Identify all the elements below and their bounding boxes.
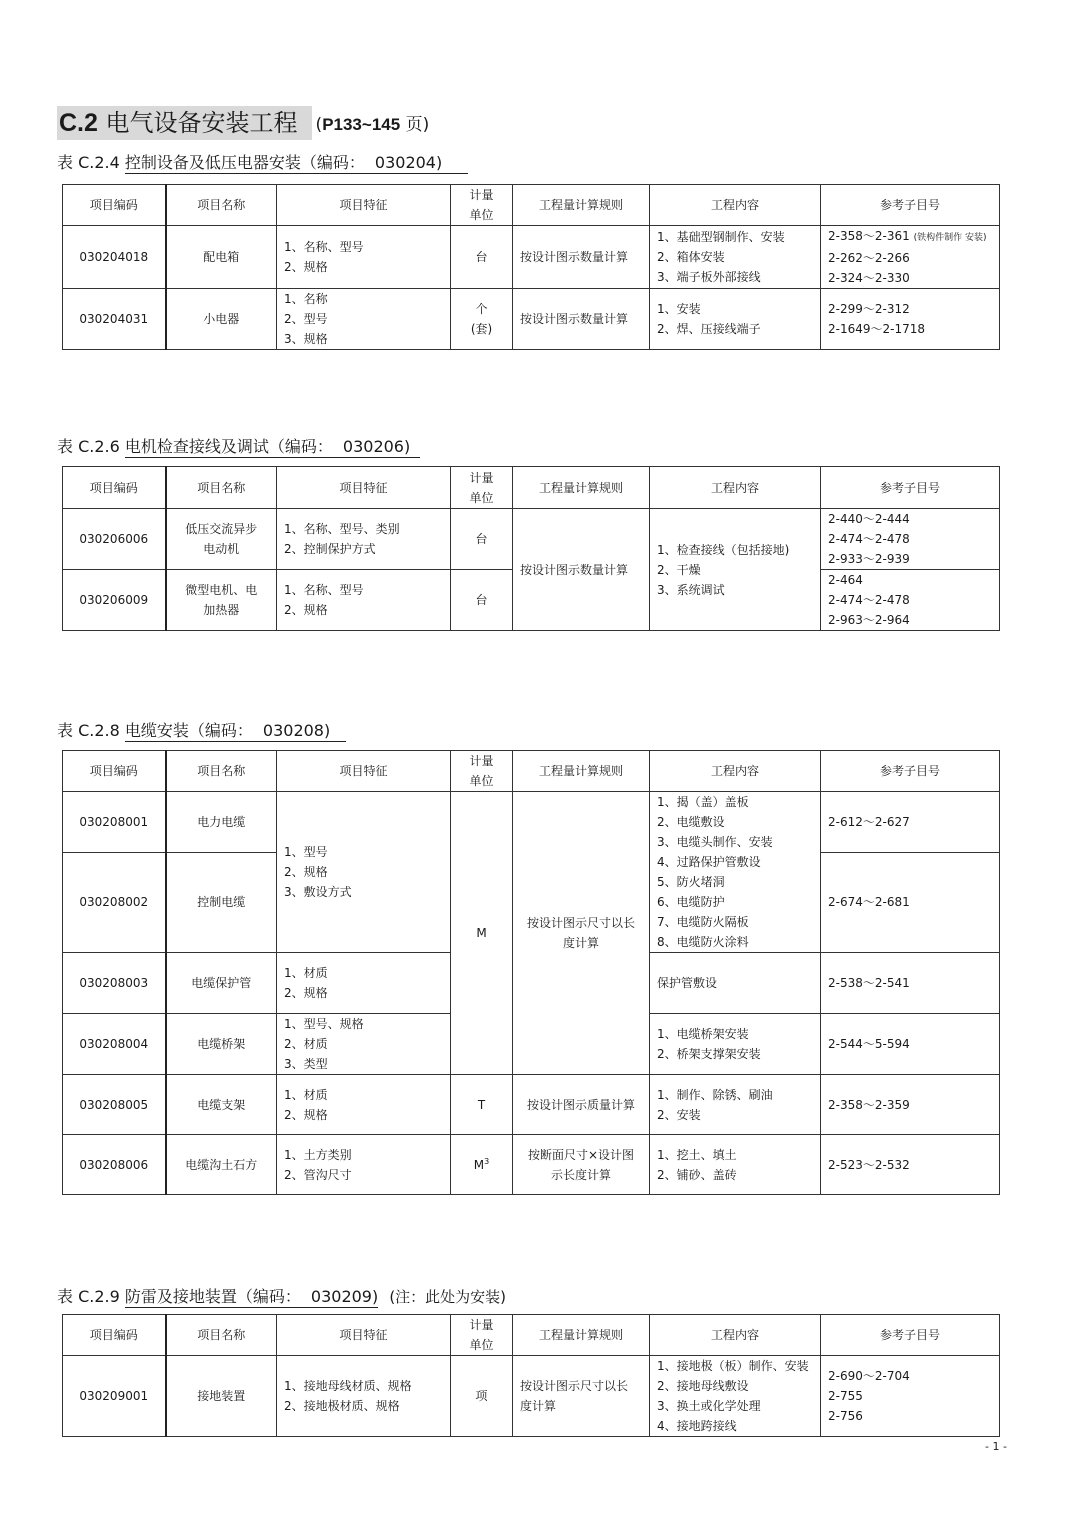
header-ref: 参考子目号	[821, 467, 1000, 509]
content-line: 4、接地跨接线	[657, 1419, 737, 1433]
cell-code: 030208002	[63, 852, 166, 952]
table-c29	[62, 1314, 1000, 1437]
ref-line: 2-933～2-939	[828, 552, 910, 566]
header-rule: 工程量计算规则	[513, 185, 650, 226]
caption-code: 030208)	[262, 721, 331, 740]
header-content: 工程内容	[650, 467, 821, 509]
cell-code: 030208003	[63, 953, 166, 1014]
feature-line: 2、型号	[284, 312, 328, 326]
feature-line: 1、接地母线材质、规格	[284, 1379, 412, 1393]
ref-line: 2-756	[828, 1409, 863, 1423]
content-line: 2、干燥	[657, 562, 701, 577]
cell-ref	[821, 1356, 1000, 1437]
feature-line: 3、敷设方式	[284, 885, 352, 899]
content-line: 3、换土或化学处理	[657, 1399, 761, 1413]
header-unit-line1: 计量	[469, 1318, 494, 1332]
caption-c24	[57, 150, 468, 173]
header-unit-line2: 单位	[469, 490, 494, 505]
feature-line: 1、名称	[284, 292, 328, 306]
feature-line: 1、材质	[284, 966, 328, 980]
feature-line: 2、规格	[284, 865, 328, 879]
header-content: 工程内容	[650, 1315, 821, 1356]
table-row	[63, 1356, 1000, 1437]
pages-prefix: (	[315, 115, 323, 135]
header-unit-line2: 单位	[469, 208, 494, 222]
unit-superscript: 3	[484, 1156, 490, 1166]
unit-base: M	[473, 1157, 485, 1172]
cell-features	[277, 1356, 451, 1437]
table-header-row	[63, 751, 1000, 792]
cell-rule: 按设计图示数量计算	[513, 226, 650, 289]
header-unit-line2: 单位	[469, 1338, 494, 1352]
header-ref: 参考子目号	[821, 1315, 1000, 1356]
unit-line: (套)	[470, 322, 493, 336]
header-code: 项目编码	[63, 1315, 166, 1356]
table-row	[63, 1075, 1000, 1135]
ref-line: 2-262～2-266	[828, 251, 910, 265]
caption-name: 控制设备及低压电器安装（编码：	[124, 153, 365, 172]
cell-rule: 按设计图示数量计算	[513, 509, 650, 631]
table-row	[63, 1135, 1000, 1195]
caption-c26	[57, 434, 420, 457]
cell-features	[277, 289, 451, 350]
title-pages	[316, 110, 430, 140]
cell-features	[277, 953, 451, 1014]
cell-name: 电缆沟土石方	[166, 1135, 277, 1195]
feature-line: 1、名称、型号、类别	[284, 522, 400, 536]
caption-prefix: 表 C.2.8	[57, 721, 120, 740]
name-line: 低压交流异步	[185, 522, 258, 536]
table-row	[63, 509, 1000, 570]
cell-features	[277, 792, 451, 953]
feature-line: 1、土方类别	[284, 1147, 352, 1162]
caption-code: 030209)	[310, 1287, 379, 1306]
content-line: 3、电缆头制作、安装	[657, 835, 773, 849]
header-name: 项目名称	[166, 1315, 277, 1356]
caption-prefix: 表 C.2.6	[57, 437, 120, 456]
cell-code: 030206006	[63, 509, 166, 570]
feature-line: 3、类型	[284, 1057, 328, 1071]
cell-name: 电力电缆	[166, 792, 277, 853]
feature-line: 2、规格	[284, 260, 328, 274]
header-features: 项目特征	[277, 467, 451, 509]
cell-name	[166, 570, 277, 631]
cell-ref: 2-538～2-541	[821, 953, 1000, 1014]
cell-features	[277, 509, 451, 570]
caption-name: 电缆安装（编码：	[124, 721, 253, 740]
cell-code: 030204031	[63, 289, 166, 350]
ref-line: 2-440～2-444	[828, 512, 910, 526]
feature-line: 2、规格	[284, 986, 328, 1000]
ref-line: 2-474～2-478	[828, 532, 910, 546]
header-name: 项目名称	[166, 467, 277, 509]
feature-line: 1、型号	[284, 845, 328, 859]
header-features: 项目特征	[277, 185, 451, 226]
cell-unit	[451, 1135, 513, 1195]
cell-features	[277, 1135, 451, 1195]
rule-line: 按设计图示尺寸以长	[520, 1379, 629, 1393]
header-name: 项目名称	[166, 185, 277, 226]
content-line: 2、铺砂、盖砖	[657, 1167, 737, 1182]
pages-suffix: 页)	[405, 115, 430, 135]
cell-content	[650, 289, 821, 350]
header-features: 项目特征	[277, 1315, 451, 1356]
content-line: 2、箱体安装	[657, 250, 725, 264]
page-title	[57, 106, 429, 140]
page-number: - 1 -	[985, 1440, 1007, 1453]
table-row	[63, 226, 1000, 289]
ref-note: (铁构件制作 安装)	[913, 233, 987, 243]
rule-line: 按断面尺寸×设计图	[527, 1147, 635, 1162]
caption-underlined	[125, 437, 421, 458]
content-line: 1、检查接线（包括接地)	[657, 542, 790, 557]
table-row	[63, 792, 1000, 853]
cell-rule	[513, 792, 650, 1075]
cell-unit: 台	[451, 509, 513, 570]
cell-features	[277, 1014, 451, 1075]
feature-line: 2、规格	[284, 1107, 328, 1122]
rule-line: 示长度计算	[550, 1167, 611, 1182]
cell-name: 控制电缆	[166, 852, 277, 952]
cell-ref: 2-358～2-359	[821, 1075, 1000, 1135]
cell-content	[650, 1014, 821, 1075]
caption-c28	[57, 718, 346, 741]
feature-line: 2、控制保护方式	[284, 542, 376, 556]
content-line: 1、挖土、填土	[657, 1147, 737, 1162]
content-line: 1、制作、除锈、刷油	[657, 1087, 773, 1102]
caption-underlined	[125, 1287, 378, 1308]
cell-rule	[513, 1135, 650, 1195]
header-ref: 参考子目号	[821, 751, 1000, 792]
content-line: 2、接地母线敷设	[657, 1379, 749, 1393]
content-line: 2、桥架支撑架安装	[657, 1047, 761, 1061]
feature-line: 1、名称、型号	[284, 583, 364, 597]
cell-features	[277, 570, 451, 631]
caption-prefix: 表 C.2.4	[57, 153, 120, 172]
ref-line: 2-324～2-330	[828, 271, 910, 285]
cell-features	[277, 226, 451, 289]
cell-content	[650, 1356, 821, 1437]
cell-content	[650, 226, 821, 289]
cell-ref: 2-674～2-681	[821, 852, 1000, 952]
content-line: 7、电缆防火隔板	[657, 915, 749, 929]
caption-c29	[57, 1284, 506, 1307]
header-unit-line1: 计量	[469, 470, 494, 485]
content-line: 1、电缆桥架安装	[657, 1027, 749, 1041]
table-row	[63, 289, 1000, 350]
cell-content	[650, 792, 821, 953]
cell-code: 030208004	[63, 1014, 166, 1075]
cell-content	[650, 1075, 821, 1135]
content-line: 8、电缆防火涂料	[657, 935, 749, 949]
cell-code: 030209001	[63, 1356, 166, 1437]
name-line: 微型电机、电	[185, 583, 258, 597]
cell-content	[650, 509, 821, 631]
cell-unit	[451, 289, 513, 350]
header-rule: 工程量计算规则	[513, 1315, 650, 1356]
cell-unit: 台	[451, 226, 513, 289]
cell-ref: 2-612～2-627	[821, 792, 1000, 853]
caption-code: 030204)	[374, 153, 443, 172]
header-code: 项目编码	[63, 751, 166, 792]
content-line: 1、接地极（板）制作、安装	[657, 1359, 809, 1373]
cell-unit: M	[451, 792, 513, 1075]
unit-line: 个	[475, 302, 488, 316]
cell-content	[650, 1135, 821, 1195]
content-line: 5、防火堵洞	[657, 875, 725, 889]
header-unit	[451, 467, 513, 509]
cell-code: 030204018	[63, 226, 166, 289]
header-code: 项目编码	[63, 467, 166, 509]
table-c28	[62, 750, 1000, 1195]
name-line: 加热器	[203, 603, 240, 617]
caption-underlined	[125, 153, 468, 174]
cell-code: 030206009	[63, 570, 166, 631]
ref-line: 2-474～2-478	[828, 593, 910, 607]
header-rule: 工程量计算规则	[513, 467, 650, 509]
caption-note: (注：此处为安装)	[389, 1288, 507, 1306]
caption-underlined	[125, 721, 346, 742]
cell-unit: T	[451, 1075, 513, 1135]
header-unit	[451, 185, 513, 226]
content-line: 1、基础型钢制作、安装	[657, 230, 785, 244]
cell-ref	[821, 570, 1000, 631]
content-line: 6、电缆防护	[657, 895, 725, 909]
header-name: 项目名称	[166, 751, 277, 792]
table-header-row	[63, 467, 1000, 509]
rule-line: 度计算	[562, 936, 599, 950]
content-line: 3、端子板外部接线	[657, 270, 761, 284]
feature-line: 2、材质	[284, 1037, 328, 1051]
content-line: 4、过路保护管敷设	[657, 855, 761, 869]
ref-line: 2-690～2-704	[828, 1369, 910, 1383]
rule-line: 度计算	[520, 1399, 557, 1413]
ref-value: 2-358～2-361	[828, 229, 910, 243]
table-header-row	[63, 185, 1000, 226]
feature-line: 1、材质	[284, 1087, 328, 1102]
ref-line: 2-1649～2-1718	[828, 322, 926, 336]
ref-line	[828, 226, 999, 248]
name-line: 电动机	[203, 542, 240, 556]
title-code: C.2	[59, 109, 98, 137]
ref-line: 2-755	[828, 1389, 863, 1403]
caption-name: 防雷及接地装置（编码：	[124, 1287, 301, 1306]
cell-features	[277, 1075, 451, 1135]
header-rule: 工程量计算规则	[513, 751, 650, 792]
cell-ref: 2-523～2-532	[821, 1135, 1000, 1195]
header-code: 项目编码	[63, 185, 166, 226]
feature-line: 2、管沟尺寸	[284, 1167, 352, 1182]
feature-line: 2、规格	[284, 603, 328, 617]
cell-content: 保护管敷设	[650, 953, 821, 1014]
cell-name: 电缆支架	[166, 1075, 277, 1135]
cell-name: 电缆保护管	[166, 953, 277, 1014]
cell-code: 030208006	[63, 1135, 166, 1195]
table-header-row	[63, 1315, 1000, 1356]
caption-name: 电机检查接线及调试（编码：	[124, 437, 333, 456]
cell-unit: 台	[451, 570, 513, 631]
header-content: 工程内容	[650, 185, 821, 226]
header-unit-line1: 计量	[469, 188, 494, 202]
title-text: 电气设备安装工程	[105, 109, 298, 137]
table-c26	[62, 466, 1000, 631]
header-unit	[451, 1315, 513, 1356]
feature-line: 1、型号、规格	[284, 1017, 364, 1031]
table-c24	[62, 184, 1000, 350]
pages-range: P133~145	[322, 115, 401, 134]
feature-line: 2、接地极材质、规格	[284, 1399, 400, 1413]
cell-ref	[821, 226, 1000, 289]
cell-ref: 2-544～5-594	[821, 1014, 1000, 1075]
cell-rule	[513, 1356, 650, 1437]
ref-line: 2-963～2-964	[828, 613, 910, 627]
ref-line: 2-299～2-312	[828, 302, 910, 316]
rule-line: 按设计图示尺寸以长	[526, 916, 635, 930]
cell-ref	[821, 509, 1000, 570]
caption-code: 030206)	[342, 437, 411, 456]
header-unit	[451, 751, 513, 792]
cell-code: 030208001	[63, 792, 166, 853]
content-line: 3、系统调试	[657, 582, 725, 597]
feature-line: 1、名称、型号	[284, 240, 364, 254]
cell-name: 小电器	[166, 289, 277, 350]
feature-line: 3、规格	[284, 332, 328, 346]
header-content: 工程内容	[650, 751, 821, 792]
title-highlight	[57, 106, 312, 140]
content-line: 2、安装	[657, 1107, 701, 1122]
cell-code: 030208005	[63, 1075, 166, 1135]
content-line: 2、焊、压接线端子	[657, 322, 761, 336]
cell-name	[166, 509, 277, 570]
content-line: 1、揭（盖）盖板	[657, 795, 749, 809]
caption-prefix: 表 C.2.9	[57, 1287, 120, 1306]
content-line: 1、安装	[657, 302, 701, 316]
header-ref: 参考子目号	[821, 185, 1000, 226]
ref-line: 2-464	[828, 573, 863, 587]
header-unit-line2: 单位	[469, 774, 494, 788]
cell-ref	[821, 289, 1000, 350]
cell-name: 接地装置	[166, 1356, 277, 1437]
cell-rule: 按设计图示质量计算	[513, 1075, 650, 1135]
header-unit-line1: 计量	[469, 754, 494, 768]
cell-name: 配电箱	[166, 226, 277, 289]
cell-unit: 项	[451, 1356, 513, 1437]
header-features: 项目特征	[277, 751, 451, 792]
cell-name: 电缆桥架	[166, 1014, 277, 1075]
content-line: 2、电缆敷设	[657, 815, 725, 829]
cell-rule: 按设计图示数量计算	[513, 289, 650, 350]
